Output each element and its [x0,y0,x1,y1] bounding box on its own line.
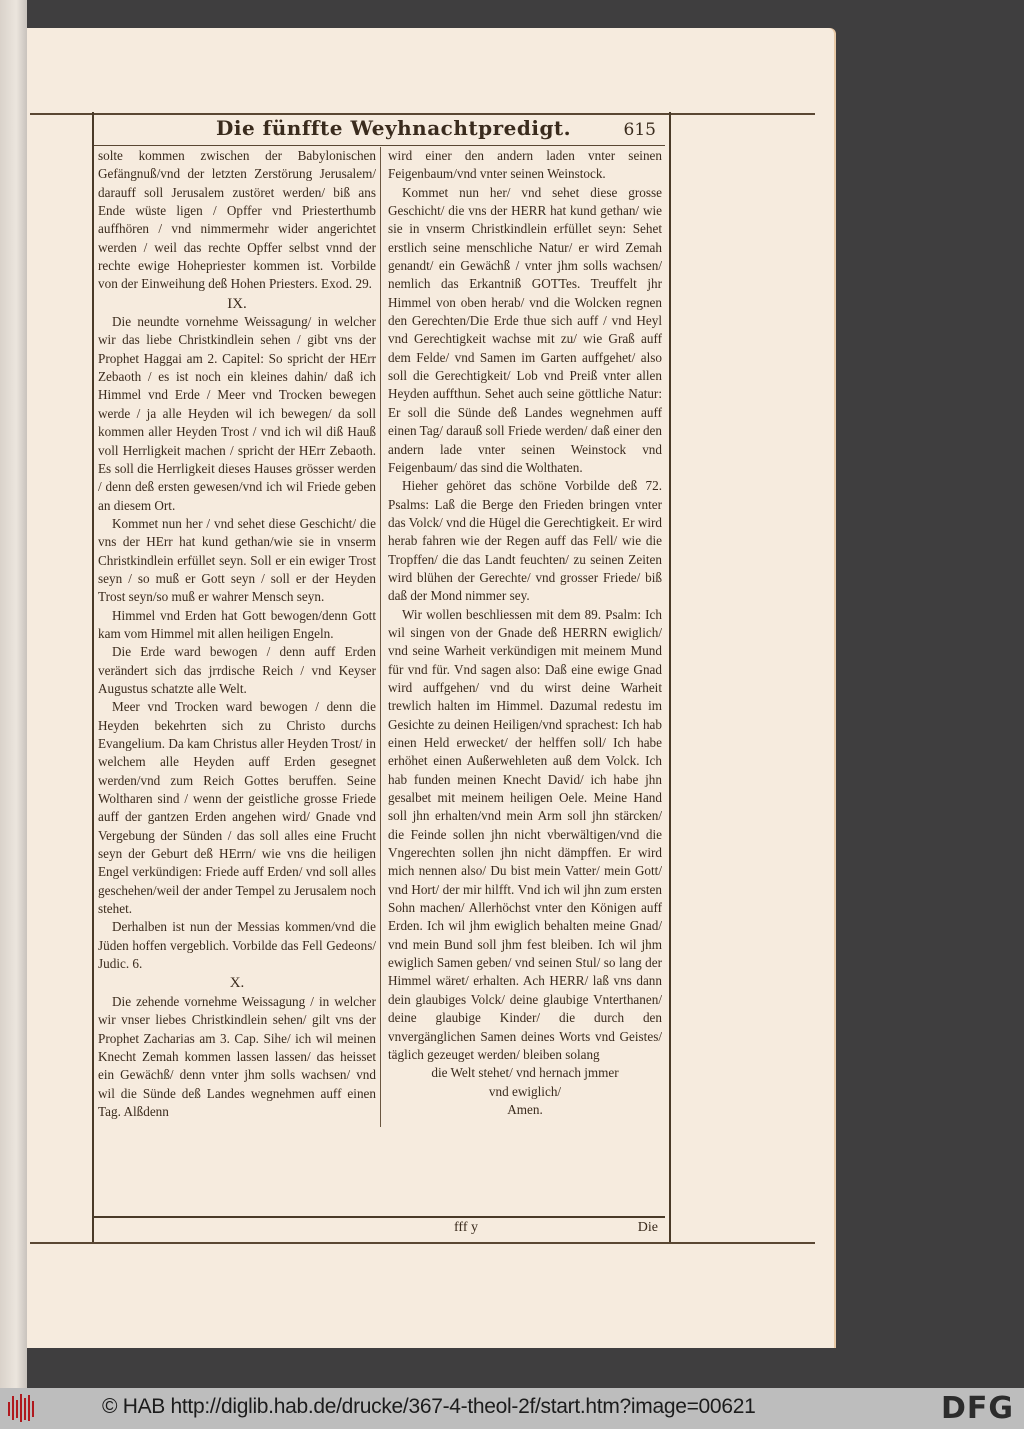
page-number: 615 [623,120,656,140]
signature-row [96,1220,662,1240]
section-heading-ix: IX. [227,295,247,312]
paragraph: Kommet nun her/ vnd sehet diese grosse Geschicht/ die vns der HERR hat kund gethan/ wie sie in vnserm Christkindlein erfüllet seyn: Sehet erstlich seine menschliche Natur/ er wird Zemah genandt/ ein Gewächß / vnter jhm solls wachsen/ nemlich das Erkantniß GOTTes. Treuffelt jhr Himmel von oben herab/ vnd die Wolcken regnen den Gerechten/Die Erde thue sich auff / vnd Heyl vnd Gerechtigkeit wachse mit zu/ wie Graß auff dem Felde/ vnd Samen im Garten auffgehet/ also soll die Gerechtigkeit/ Lob vnd Preiß vnter allen Heyden auffthun. Sehet auch seine göttliche Natur: Er soll die Sünde deß Landes wegnehmen auff einen Tag/ darauß soll Friede werden/ daß einer den andern lade vnter seinen Weinstock vnd Feigenbaum/ das sind die Wolthaten. [388,184,662,475]
paragraph: solte kommen zwischen der Babylonischen Gefängnuß/vnd der letzten Zerstörung Jerusalem/ darauff soll Jerusalem zustöret werden/ biß ans Ende wüste ligen / Opffer vnd Priesterthumb auffhören / vnd nimmermehr wider angerichtet werden / weil das rechte Opffer selbst vnnd der rechte ewige Hohepriester kommen ist. Vorbilde von der Einweihung deß Hohen Priesters. Exod. 29. [98,148,376,292]
running-title: Die fünffte Weyhnachtpredigt. [216,116,572,140]
adjacent-page-edge [0,0,27,1388]
paragraph: Die neundte vornehme Weissagung/ in welcher wir das liebe Christkindlein sehen / gibt vns der Prophet Haggai am 2. Capitel: So spricht der HErr Zebaoth / es ist noch ein kleines dahin/ daß ich Himmel vnd Erde / Meer vnd Trocken bewegen werde / ja alle Heyden wil ich bewegen/ da soll kommen aller Heyden Trost / vnd ich wil diß Hauß voll Herrligkeit machen / spricht der HErr Zebaoth. Es soll die Herrligkeit dieses Hauses grösser werden / denn deß ersten gewesen/vnd ich wil Friede geben an diesem Ort. [98,314,376,513]
paragraph: Derhalben ist nun der Messias kommen/vnd die Jüden hoffen vergeblich. Vorbilde das Fell Gedeons/ Judic. 6. [98,919,376,972]
paragraph: wird einer den andern laden vnter seinen Feigenbaum/vnd vnter seinen Weinstock. [388,148,662,182]
running-head [96,114,662,144]
paragraph: Die Erde ward bewogen / denn auff Erden verändert sich das jrrdische Reich / vnd Keyser Augustus schatzte alle Welt. [98,644,376,696]
bottom-rule [30,1242,815,1244]
paragraph: Himmel vnd Erden hat Gott bewogen/denn Gott kam vom Himmel mit allen heiligen Engeln. [98,607,376,641]
right-column [388,147,662,1119]
header-rule [94,145,665,146]
paragraph: Wir wollen beschliessen mit dem 89. Psalm: Ich wil singen von der Gnade deß HERRN ewiglich/ vnd seine Warheit verkündigen mit meinem Mund für vnd für. Vnd sagen also: Daß eine ewige Gnad wird auffgehen/ vnd du wirst deine Warheit trewlich halten im Himmel. Dazumal redestu im Gesichte zu deinen Heiligen/vnd sprachest: Ich hab einen Held erwecket/ der helffen soll/ Ich habe erhöhet einen Außerwehleten auß dem Volck. Ich hab funden meinen Knecht David/ ich habe jhn gesalbet mit meinem heiligen Oele. Meine Hand soll jhn erhalten/vnd mein Arm soll jhn stärcken/ die Feinde sollen jhn nicht vberwältigen/vnd die Vngerechten sollen jhn nicht dämpffen. Er wird mich nennen also/ Du bist mein Vatter/ mein Gott/ vnd Hort/ der mir hilfft. Vnd ich wil jhn zum ersten Sohn machen/ Allerhöchst vnter den Königen auff Erden. Ich wil jhm ewiglich behalten meine Gnad/ vnd mein Bund soll jhm fest bleiben. Ich wil jhm ewiglich Samen geben/ vnd seinen Stul/ so lang der Himmel wäret/ erhalten. Ach HERR/ laß vns dann dein glaubiges Volck/ deine glaubige Vnterthanen/ deine glaubige Kinder/ die durch den vnvergänglichen Samen deines Worts vnd Geistes/ täglich gezeuget werden/ bleiben solang [388,606,662,1062]
hab-logo-icon [6,1392,38,1424]
dfg-logo: DFG [940,1391,1014,1426]
paragraph: Die zehende vornehme Weissagung / in welcher wir vnser liebes Christkindlein sehen/ gilt vns der Prophet Zacharias am 3. Cap. Sihe/ ich wil meinen Knecht Zemah kommen lassen lassen/ das heisset ein Gewächß/ denn vnter jhm solls wachsen/ vnd wil die Sünde deß Landes wegnehmen auff einen Tag. Alßdenn [98,993,376,1119]
closing-line: vnd ewiglich/ [488,1083,562,1099]
left-column [98,147,376,1121]
section-heading-x: X. [229,975,245,992]
closing-line: die Welt stehet/ vnd hernach jmmer [431,1065,619,1081]
copyright-text: © HAB http://diglib.hab.de/drucke/367-4-theol-2f/start.htm?image=00621 [102,1395,756,1418]
footer-rule [94,1216,665,1218]
signature-mark: fff y [454,1220,478,1235]
closing-amen: Amen. [507,1101,543,1117]
column-divider [380,147,381,1127]
paragraph: Kommet nun her / vnd sehet diese Geschicht/ die vns der HErr hat kund gethan/wie sie in vnserm Christkindlein erfüllet seyn. Soll er ein ewiger Trost seyn / so muß er Gott seyn / soll er der Heyden Trost seyn/so muß er wahrer Mensch seyn. [98,515,376,605]
paragraph: Meer vnd Trocken ward bewogen / denn die Heyden bekehrten sich zu Christo durchs Evangelium. Da kam Christus aller Heyden Trost/ in welchem alle Heyden auff Erden gesegnet werden/vnd zum Reich Gottes beruffen. Seine Woltharen sind / wenn der geistliche grosse Friede auff der gantzen Erden angehen wird/ Gnade vnd Vergebung der Sünden / das soll alles eine Frucht seyn der Geburt deß HErrn/ wie vns die heiligen Engel verkündigen: Friede auff Erden/ vnd soll alles geschehen/weil der ander Tempel zu Jerusalem noch stehet. [98,699,376,917]
catchword: Die [637,1220,658,1235]
paragraph: Hieher gehöret das schöne Vorbilde deß 72. Psalms: Laß die Berge den Frieden bringen vnter das Volck/ vnd die Hügel die Gerechtigkeit. Er wird herab fahren wie der Regen auff das Fell/ wie die Tropffen/ die das Landt feuchten/ zu seinen Zeiten wird blühen der Gerechte/ vnd grosser Friede/ biß daß der Mond nimmer sey. [388,478,662,604]
copyright-footer [0,1388,1024,1429]
